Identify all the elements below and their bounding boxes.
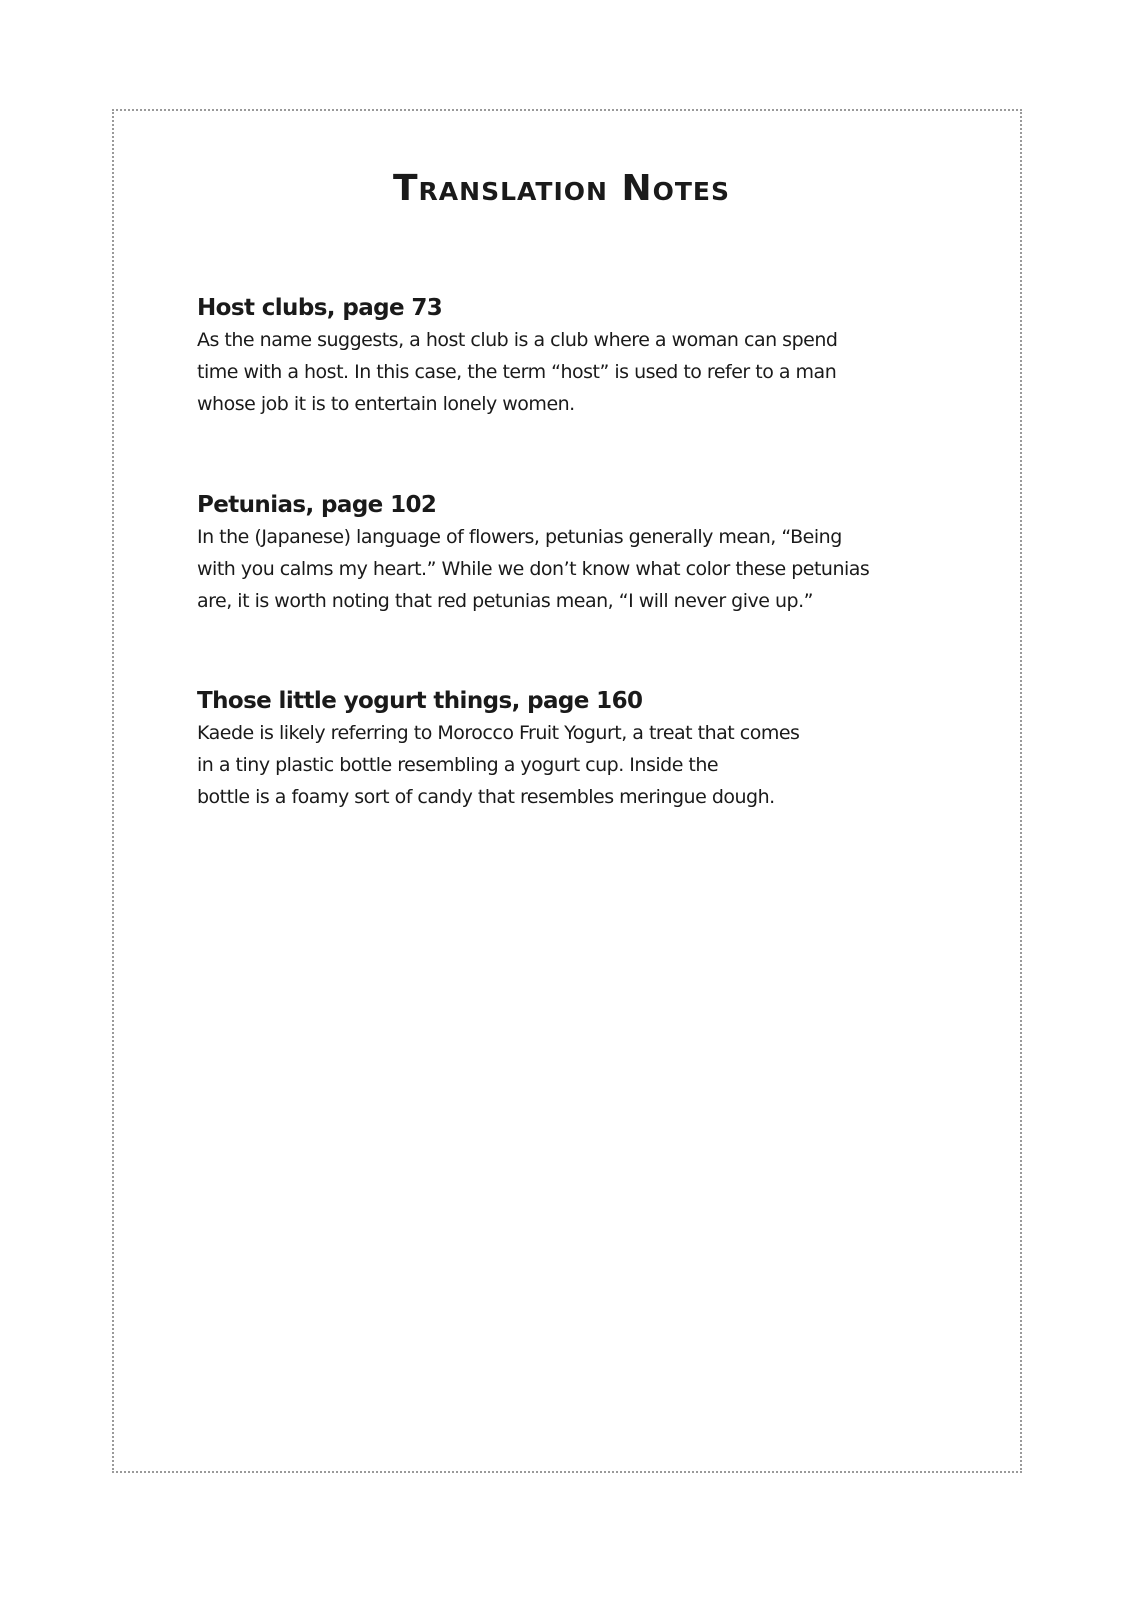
note-heading: Host clubs, page 73	[197, 295, 443, 321]
note-text-line: bottle is a foamy sort of candy that resembles meringue dough.	[197, 786, 775, 808]
note-host-clubs	[197, 292, 897, 420]
note-text-line: In the (Japanese) language of flowers, petunias generally mean, “Being	[197, 526, 842, 548]
note-text-line: are, it is worth noting that red petunias mean, “I will never give up.”	[197, 590, 813, 612]
note-petunias	[197, 489, 897, 617]
note-text-line: Kaede is likely referring to Morocco Fruit Yogurt, a treat that comes	[197, 722, 800, 744]
note-text-line: in a tiny plastic bottle resembling a yogurt cup. Inside the	[197, 754, 719, 776]
note-heading: Petunias, page 102	[197, 492, 437, 518]
note-text-line: time with a host. In this case, the term “host” is used to refer to a man	[197, 361, 837, 383]
note-text-line: whose job it is to entertain lonely women.	[197, 393, 575, 415]
note-heading: Those little yogurt things, page 160	[197, 688, 643, 714]
page-title: Translation Notes	[392, 168, 730, 209]
note-text-line: As the name suggests, a host club is a club where a woman can spend	[197, 329, 838, 351]
note-text-line: with you calms my heart.” While we don’t know what color these petunias	[197, 558, 870, 580]
note-yogurt-things	[197, 685, 897, 813]
